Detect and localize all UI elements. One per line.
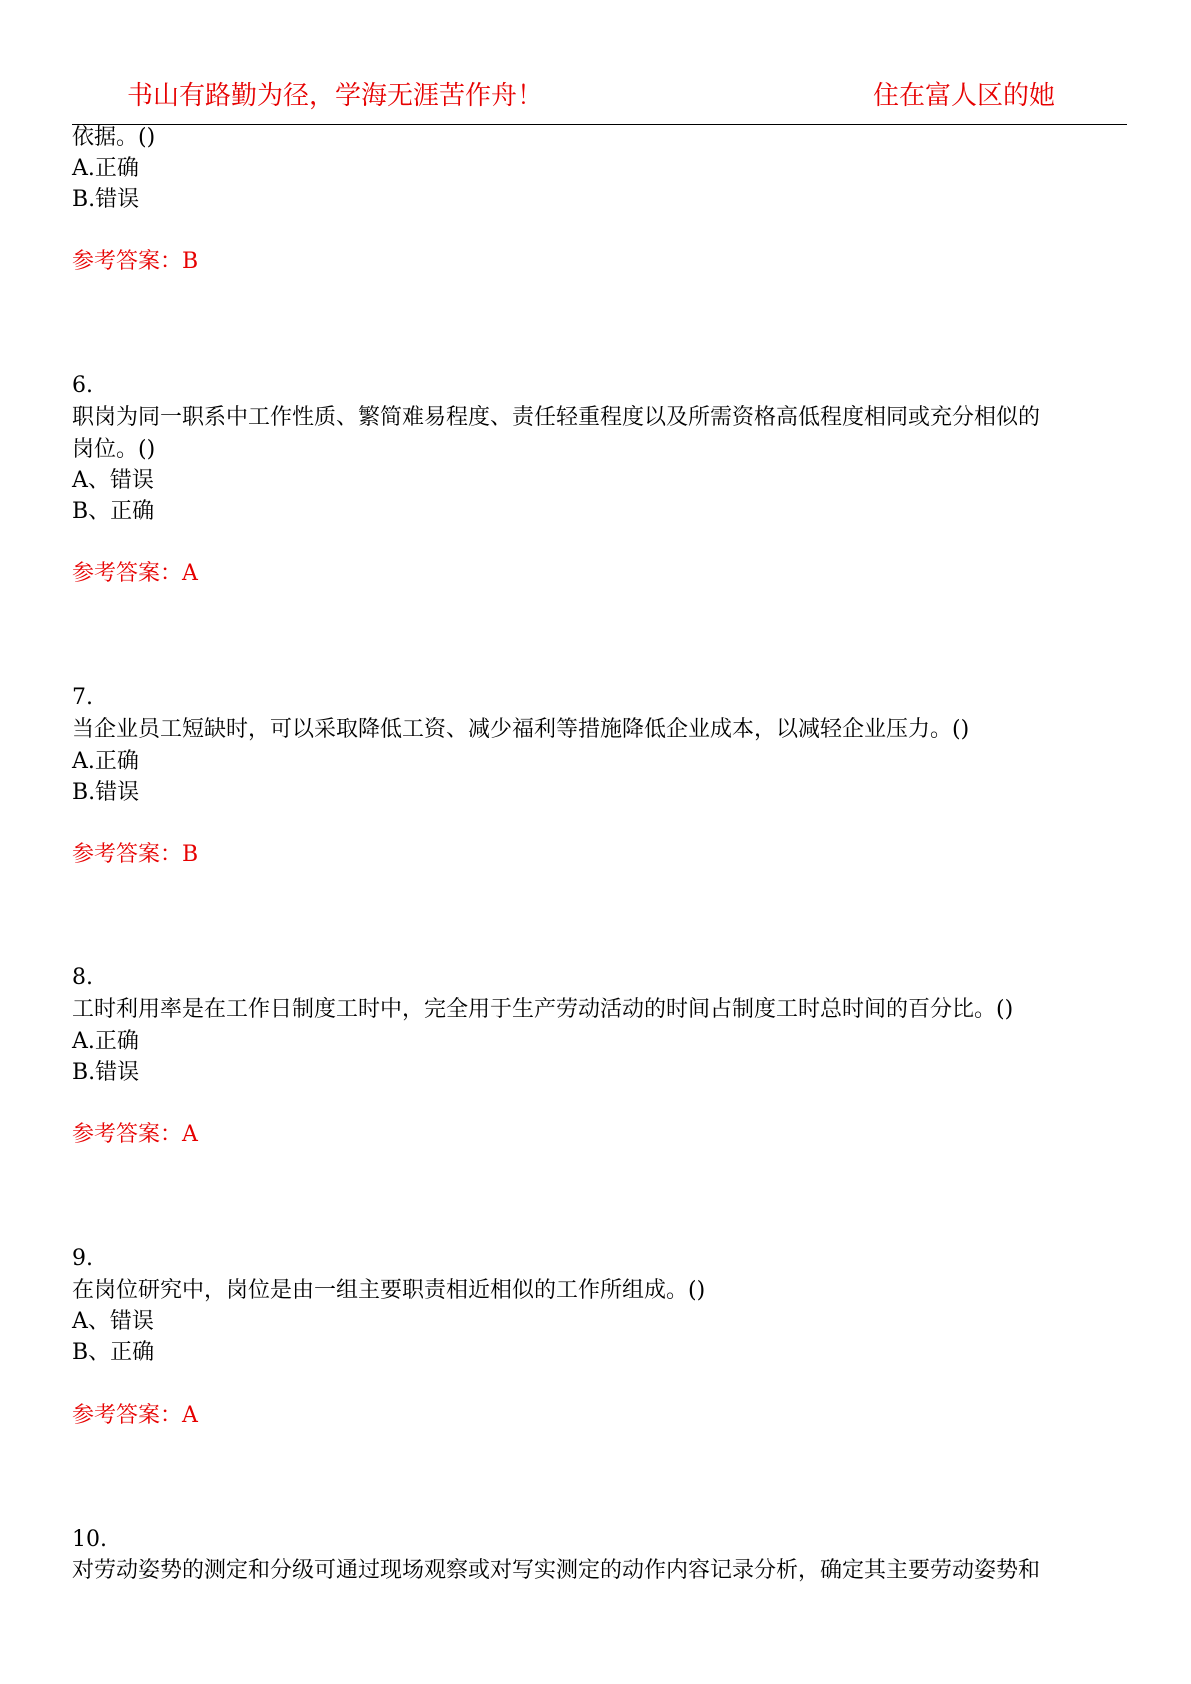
question-number: 10. <box>72 1527 107 1552</box>
option-a: A、错误 <box>72 468 154 493</box>
header-motto: 书山有路勤为径，学海无涯苦作舟！ <box>127 81 544 111</box>
question-text: 当企业员工短缺时，可以采取降低工资、减少福利等措施降低企业成本，以减轻企业压力。() <box>72 717 970 742</box>
reference-answer: 参考答案：A <box>72 561 198 586</box>
option-a: A.正确 <box>72 156 139 181</box>
reference-answer: 参考答案：A <box>72 1122 198 1147</box>
option-b: B.错误 <box>72 780 140 805</box>
reference-answer: 参考答案：B <box>72 842 199 867</box>
question-text: 依据。() <box>72 125 156 150</box>
question-text: 工时利用率是在工作日制度工时中，完全用于生产劳动活动的时间占制度工时总时间的百分比。() <box>72 997 1014 1022</box>
question-number: 8. <box>72 965 93 990</box>
question-number: 6. <box>72 373 93 398</box>
option-a: A.正确 <box>72 1029 139 1054</box>
question-text-continued: 岗位。() <box>72 437 156 462</box>
option-b: B、正确 <box>72 1340 155 1365</box>
header-divider <box>72 124 1127 125</box>
option-b: B、正确 <box>72 499 155 524</box>
question-number: 7. <box>72 685 93 710</box>
option-b: B.错误 <box>72 187 140 212</box>
question-text: 对劳动姿势的测定和分级可通过现场观察或对写实测定的动作内容记录分析，确定其主要劳动姿势和 <box>72 1558 1041 1583</box>
option-a: A、错误 <box>72 1309 154 1334</box>
question-text: 职岗为同一职系中工作性质、繁简难易程度、责任轻重程度以及所需资格高低程度相同或充分相似的 <box>72 405 1041 430</box>
reference-answer: 参考答案：A <box>72 1403 198 1428</box>
option-a: A.正确 <box>72 749 139 774</box>
question-number: 9. <box>72 1246 93 1271</box>
question-text: 在岗位研究中，岗位是由一组主要职责相近相似的工作所组成。() <box>72 1278 706 1303</box>
header-author: 住在富人区的她 <box>873 81 1056 111</box>
option-b: B.错误 <box>72 1060 140 1085</box>
reference-answer: 参考答案：B <box>72 249 199 274</box>
